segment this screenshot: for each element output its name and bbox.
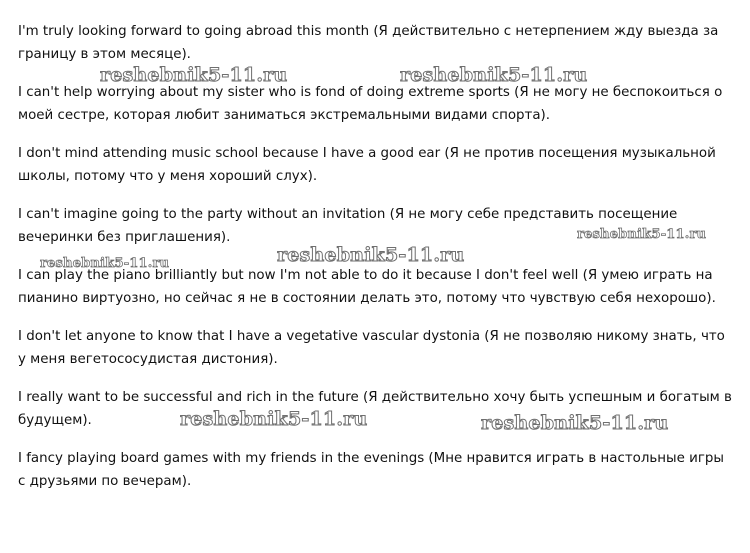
watermark-3: reshebnik5-11.ru: [277, 244, 465, 266]
sentence-6: I don't let anyone to know that I have a vegetative vascular dystonia (Я не позволяю никому знать, что у меня вегетососудистая дистония).: [18, 329, 725, 367]
sentence-3: I don't mind attending music school because I have a good ear (Я не против посещения музыкальной школы, потому что у меня хороший слух).: [18, 146, 716, 184]
sentence-2: I can't help worrying about my sister who is fond of doing extreme sports (Я не могу не беспокоиться о моей сестре, которая любит заниматься экстремальными видами спорта).: [18, 85, 723, 123]
watermark-1: reshebnik5-11.ru: [100, 64, 288, 86]
sentence-8: I fancy playing board games with my friends in the evenings (Мне нравится играть в настольные игры с друзьями по вечерам).: [18, 451, 724, 489]
watermark-7: reshebnik5-11.ru: [481, 412, 669, 434]
sentence-4: I can't imagine going to the party without an invitation (Я не могу себе представить посещение вечеринки без приглашения).: [18, 207, 678, 245]
watermark-4: reshebnik5-11.ru: [577, 227, 707, 242]
sentence-5: I can play the piano brilliantly but now I'm not able to do it because I don't feel well (Я умею играть на пианино виртуозно, но сейчас я не в состоянии делать это, потому что чувствую себя нехорошо).: [18, 268, 716, 306]
sentence-7: I really want to be successful and rich in the future (Я действительно хочу быть успешным и богатым в будущем).: [18, 390, 732, 428]
sentence-1: I'm truly looking forward to going abroad this month (Я действительно с нетерпением жду выезда за границу в этом месяце).: [18, 24, 719, 62]
watermark-2: reshebnik5-11.ru: [400, 64, 588, 86]
watermark-6: reshebnik5-11.ru: [180, 408, 368, 430]
watermark-5: reshebnik5-11.ru: [40, 256, 170, 271]
